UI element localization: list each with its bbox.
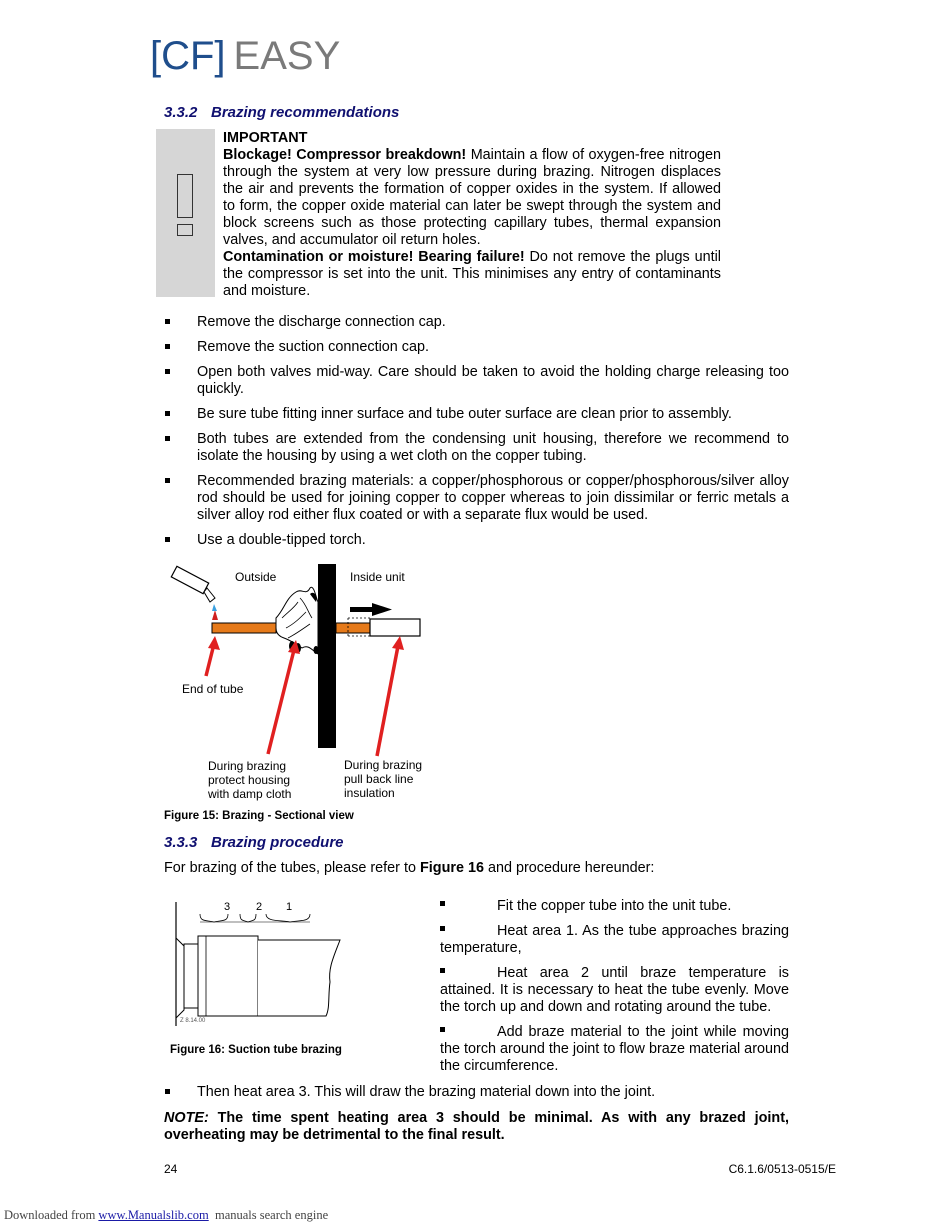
exclamation-dot-icon <box>177 224 193 236</box>
tube-outside <box>212 623 276 633</box>
list-item: Recommended brazing materials: a copper/phosphorous or copper/phosphorous/silver alloy rod should be used for joining copper to copper whereas to join dissimilar or ferric metals a silver alloy rod either flux coated or with a separate flux would be used. <box>164 473 789 524</box>
important-p1-bold: Blockage! Compressor breakdown! <box>223 147 467 163</box>
label-protect-3: with damp cloth <box>208 787 292 801</box>
figure-16-diagram <box>170 896 350 1030</box>
wall-section <box>318 564 336 748</box>
bullet-icon <box>165 369 170 374</box>
important-title: IMPORTANT <box>223 130 308 146</box>
bullet-icon <box>440 1027 445 1032</box>
bullet-icon <box>440 968 445 973</box>
list-item: Add braze material to the joint while moving the torch around the joint to flow braze material around the circumference. <box>440 1024 789 1074</box>
document-code: C6.1.6/0513-0515/E <box>728 1162 836 1176</box>
label-pull-1: During brazing <box>344 758 423 772</box>
area-2-label: 2 <box>256 901 263 913</box>
download-notice: Downloaded from www.Manualslib.com manuals search engine <box>4 1208 329 1222</box>
important-p1-text: Maintain a flow of oxygen-free nitrogen through the system at very low pressure during brazing. Nitrogen displaces the air and prevents the formation of copper oxides in the system. If allowed to form, the copper oxide material can later be swept through the system and block screens such as those protecting capillary tubes, thermal expansion valves, and accumulator oil return holes. <box>223 147 721 248</box>
list-item: Be sure tube fitting inner surface and tube outer surface are clean prior to assembly. <box>164 406 789 423</box>
section-heading-333 <box>164 834 344 851</box>
label-protect-2: protect housing <box>208 773 291 787</box>
list-item: Use a double-tipped torch. <box>164 532 789 549</box>
label-end-of-tube: End of tube <box>182 682 244 696</box>
figure-15-caption: Figure 15: Brazing - Sectional view <box>164 810 354 822</box>
logo-cf: [CF] <box>150 34 226 78</box>
important-p2-text: Do not remove the plugs until the compressor is set into the unit. This minimises any entry of contaminants and moisture. <box>223 249 722 299</box>
label-inside-unit: Inside unit <box>350 570 405 584</box>
arrow-right-icon <box>350 603 392 616</box>
section-title: Brazing recommendations <box>211 104 400 121</box>
list-item: Heat area 1. As the tube approaches brazing temperature, <box>440 923 789 956</box>
section-title: Brazing procedure <box>211 834 344 851</box>
important-p2-bold: Contamination or moisture! Bearing failure! <box>223 249 525 265</box>
important-paragraph-2 <box>223 249 721 300</box>
figure-15-diagram <box>160 558 450 806</box>
bullet-icon <box>165 411 170 416</box>
label-pull-3: insulation <box>344 786 395 800</box>
list-item: Both tubes are extended from the condensing unit housing, therefore we recommend to isolate the housing by using a wet cloth on the copper tubing. <box>164 431 789 465</box>
pointer-arrows <box>206 636 404 756</box>
list-item: Heat area 2 until braze temperature is attained. It is necessary to heat the tube evenly. Move the torch up and down and rotating around the tube. <box>440 965 789 1015</box>
important-notice <box>223 130 721 300</box>
manualslib-link[interactable]: www.Manualslib.com <box>98 1208 209 1222</box>
bullet-icon <box>165 344 170 349</box>
procedure-steps <box>440 898 789 1083</box>
torch-icon <box>171 566 218 620</box>
figure-16-caption: Figure 16: Suction tube brazing <box>170 1044 342 1056</box>
logo <box>150 34 340 78</box>
section-number: 3.3.2 <box>164 104 198 121</box>
recommendation-list <box>164 314 789 557</box>
bullet-icon <box>165 537 170 542</box>
section-number: 3.3.3 <box>164 834 198 851</box>
note-label: NOTE: <box>164 1110 209 1126</box>
label-outside: Outside <box>235 570 277 584</box>
list-item: Remove the suction connection cap. <box>164 339 789 356</box>
bullet-icon <box>165 319 170 324</box>
tube-inside <box>336 623 370 633</box>
page-number: 24 <box>164 1162 178 1176</box>
label-pull-2: pull back line <box>344 772 414 786</box>
note-paragraph <box>164 1110 789 1144</box>
list-item: Remove the discharge connection cap. <box>164 314 789 331</box>
bullet-icon <box>440 901 445 906</box>
procedure-intro: For brazing of the tubes, please refer to Figure 16 and procedure hereunder: <box>164 860 655 876</box>
exclamation-icon <box>177 174 193 218</box>
important-paragraph-1 <box>223 147 721 249</box>
bullet-icon <box>165 1089 170 1094</box>
section-heading-332 <box>164 104 399 121</box>
area-1-label: 1 <box>286 901 293 913</box>
figure-16-code: Z 8.14.00 <box>180 1018 206 1024</box>
bullet-icon <box>165 436 170 441</box>
list-item: Fit the copper tube into the unit tube. <box>440 898 789 915</box>
area-3-label: 3 <box>224 901 231 913</box>
bullet-icon <box>165 478 170 483</box>
final-step-list <box>164 1084 789 1109</box>
list-item: Then heat area 3. This will draw the brazing material down into the joint. <box>164 1084 789 1101</box>
line-insulation <box>370 619 420 636</box>
bullet-icon <box>440 926 445 931</box>
logo-easy: EASY <box>233 34 341 78</box>
list-item: Open both valves mid-way. Care should be taken to avoid the holding charge releasing too quickly. <box>164 364 789 398</box>
note-text: The time spent heating area 3 should be minimal. As with any brazed joint, overheating may be detrimental to the final result. <box>164 1110 789 1143</box>
label-protect-1: During brazing <box>208 759 287 773</box>
